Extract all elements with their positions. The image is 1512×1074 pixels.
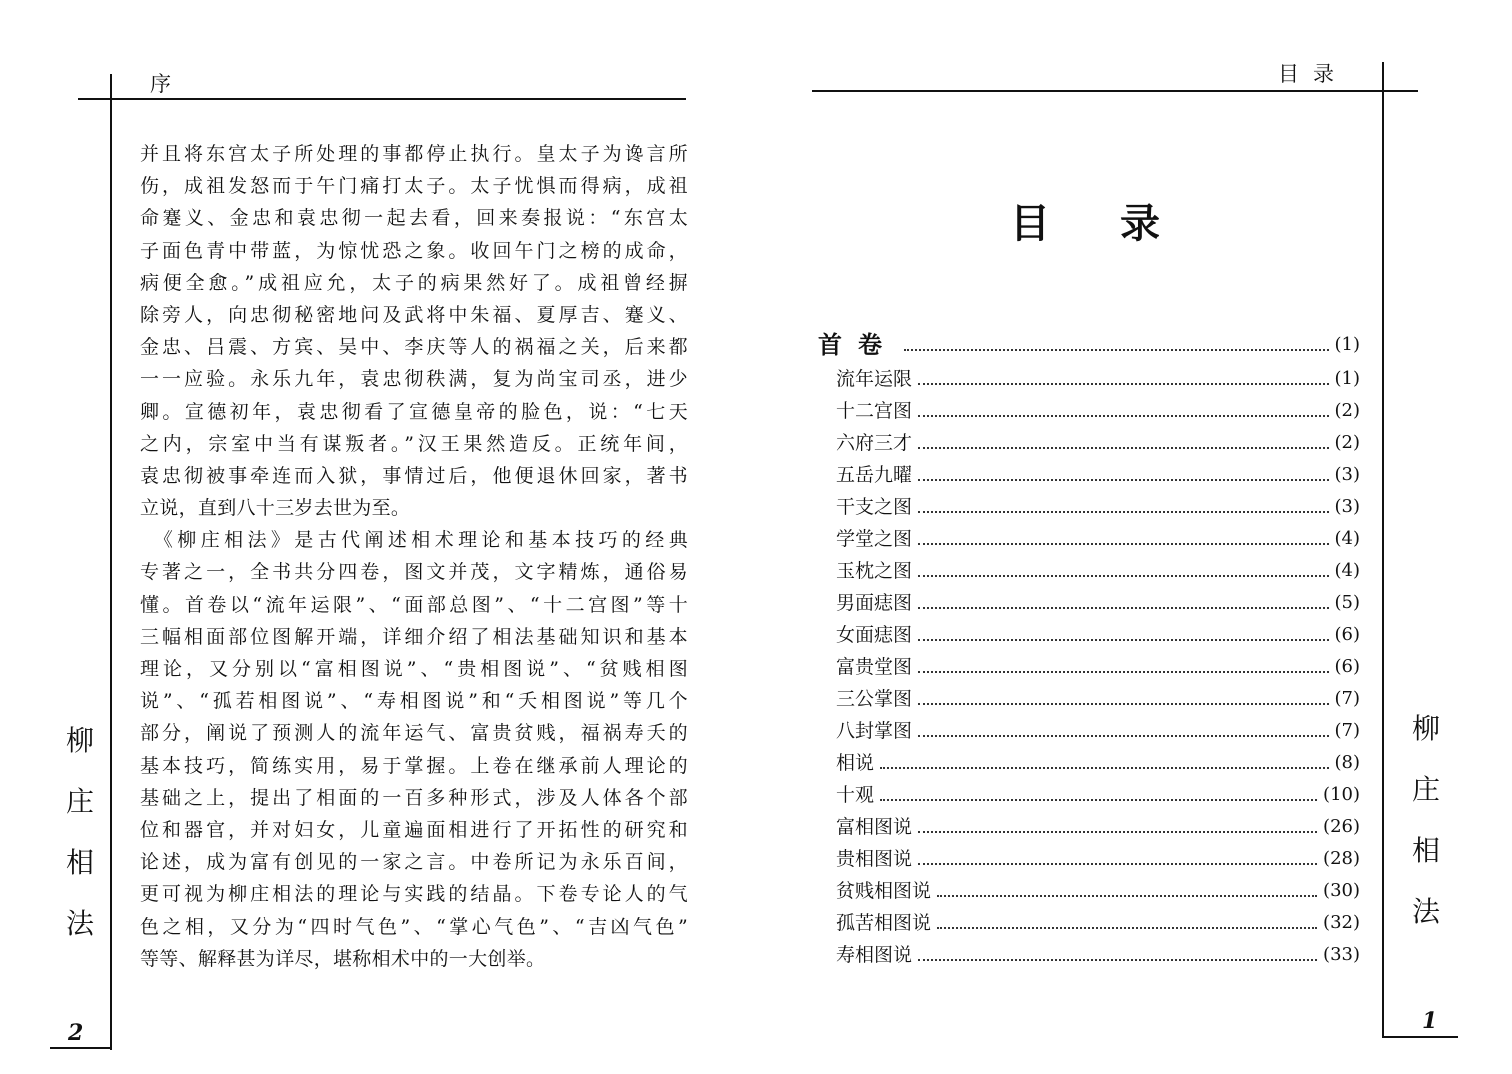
toc-entry-page: (1) xyxy=(1334,334,1360,355)
toc-entry-title: 男面痣图 xyxy=(836,592,913,614)
text-line: 一一应验。永乐九年，袁忠彻秩满，复为尚宝司丞，进少 xyxy=(140,368,688,391)
text-line: 色之相，又分为“四时气色”、“掌心气色”、“吉凶气色” xyxy=(140,915,688,938)
text-line: 袁忠彻被事牵连而入狱，事情过后，他便退休回家，著书 xyxy=(140,464,688,487)
toc-entry-page: (3) xyxy=(1334,496,1360,517)
toc-leader-dots xyxy=(918,671,1328,673)
toc-entry-page: (6) xyxy=(1334,624,1360,645)
text-line: 伤，成祖发怒而于午门痛打太子。太子忧惧而得病，成祖 xyxy=(140,175,688,198)
side-title-char: 柳 xyxy=(1411,712,1440,745)
left-running-header: 序 xyxy=(150,72,171,96)
toc-entry-title: 富相图说 xyxy=(836,816,913,838)
toc-entry-title: 五岳九曜 xyxy=(836,464,913,486)
toc-entry-page: (4) xyxy=(1334,528,1360,549)
toc-entry xyxy=(836,904,1360,936)
toc-entry xyxy=(836,584,1360,616)
toc-entry xyxy=(836,936,1360,968)
toc-leader-dots xyxy=(918,543,1328,545)
left-header-rule xyxy=(78,98,686,100)
toc-entry-page: (3) xyxy=(1334,464,1360,485)
toc-entry xyxy=(836,872,1360,904)
right-side-book-title xyxy=(1406,698,1446,942)
toc-entry-page: (32) xyxy=(1323,912,1360,933)
toc-entry-title: 八封掌图 xyxy=(836,720,913,742)
toc-leader-dots xyxy=(918,575,1328,577)
text-line: 基本技巧，简练实用，易于掌握。上卷在继承前人理论的 xyxy=(140,754,688,777)
toc-entry-page: (2) xyxy=(1334,400,1360,421)
toc-entry xyxy=(836,488,1360,520)
toc-leader-dots xyxy=(918,831,1317,833)
toc-entry-page: (10) xyxy=(1323,784,1360,805)
toc-entry-title: 流年运限 xyxy=(836,368,913,390)
toc-entry xyxy=(836,392,1360,424)
toc-entry-page: (2) xyxy=(1334,432,1360,453)
right-page-number-rule xyxy=(1382,1036,1458,1038)
toc-leader-dots xyxy=(918,607,1328,609)
text-line: 更可视为柳庄相法的理论与实践的结晶。下卷专论人的气 xyxy=(140,883,688,906)
toc-leader-dots xyxy=(880,799,1317,801)
left-page-number: 2 xyxy=(68,1020,84,1046)
toc-entry xyxy=(836,744,1360,776)
side-title-char: 庄 xyxy=(1411,773,1440,806)
text-line: 子面色青中带蓝，为惊忧恐之象。收回午门之榜的成命， xyxy=(140,239,688,262)
toc-entry-title: 孤苦相图说 xyxy=(836,912,932,934)
toc-entry-page: (7) xyxy=(1334,720,1360,741)
right-margin-rule xyxy=(1382,62,1384,1038)
left-margin-rule xyxy=(110,74,112,1050)
toc-leader-dots xyxy=(918,703,1328,705)
text-line: 基础之上，提出了相面的一百多种形式，涉及人体各个部 xyxy=(140,786,688,809)
side-title-char: 柳 xyxy=(65,724,94,757)
toc-entry xyxy=(836,456,1360,488)
toc-entry-title: 学堂之图 xyxy=(836,528,913,550)
toc-leader-dots xyxy=(937,895,1317,897)
text-line: 病便全愈。”成祖应允，太子的病果然好了。成祖曾经摒 xyxy=(140,271,688,294)
preface-text xyxy=(140,138,688,975)
text-line: 金忠、吕震、方宾、吴中、李庆等人的祸福之关，后来都 xyxy=(140,336,688,359)
side-title-char: 相 xyxy=(65,846,94,879)
toc-entry xyxy=(836,616,1360,648)
toc-entry-title: 六府三才 xyxy=(836,432,913,454)
text-line: 立说，直到八十三岁去世为至。 xyxy=(140,497,411,520)
toc-leader-dots xyxy=(918,479,1328,481)
right-header-rule xyxy=(812,90,1418,92)
text-line: 理论，又分别以“富相图说”、“贵相图说”、“贫贱相图 xyxy=(140,658,688,680)
toc-entry xyxy=(836,424,1360,456)
toc-entry-title: 富贵堂图 xyxy=(836,656,913,678)
toc-title: 目录 xyxy=(1010,200,1230,247)
toc-leader-dots xyxy=(918,735,1328,737)
toc-section-heading xyxy=(818,326,1360,358)
toc-entry xyxy=(836,680,1360,712)
toc-entry-page: (1) xyxy=(1334,368,1360,389)
text-line: 《柳庄相法》是古代阐述相术理论和基本技巧的经典 xyxy=(140,529,688,552)
toc-entry-page: (33) xyxy=(1323,944,1360,965)
toc-entry-title: 贫贱相图说 xyxy=(836,880,932,902)
toc-entry-title: 三公掌图 xyxy=(836,688,913,710)
side-title-char: 庄 xyxy=(65,785,94,818)
toc-entry-title: 贵相图说 xyxy=(836,848,913,870)
toc-entry-page: (5) xyxy=(1334,592,1360,613)
toc-entry-page: (26) xyxy=(1323,816,1360,837)
toc-entry-page: (28) xyxy=(1323,848,1360,869)
toc-entry xyxy=(836,552,1360,584)
text-line: 卿。宣德初年，袁忠彻看了宣德皇帝的脸色，说：“七天 xyxy=(140,400,688,423)
table-of-contents xyxy=(818,326,1360,968)
right-page-number: 1 xyxy=(1422,1008,1438,1034)
toc-entry-page: (8) xyxy=(1334,752,1360,773)
toc-leader-dots xyxy=(937,927,1317,929)
toc-leader-dots xyxy=(918,959,1317,961)
left-page-number-rule xyxy=(50,1047,112,1049)
toc-entry-title: 玉枕之图 xyxy=(836,560,913,582)
toc-entry-page: (30) xyxy=(1323,880,1360,901)
text-line: 说”、“孤若相图说”、“寿相图说”和“夭相图说”等几个 xyxy=(140,690,688,713)
toc-leader-dots xyxy=(918,863,1317,865)
toc-entry xyxy=(836,776,1360,808)
text-line: 专著之一，全书共分四卷，图文并茂，文字精炼，通俗易 xyxy=(140,561,688,584)
text-line: 懂。首卷以“流年运限”、“面部总图”、“十二宫图”等十 xyxy=(140,593,688,616)
side-title-char: 相 xyxy=(1411,834,1440,867)
toc-entry xyxy=(836,520,1360,552)
toc-entry-page: (4) xyxy=(1334,560,1360,581)
text-line: 除旁人，向忠彻秘密地问及武将中朱福、夏厚吉、蹇义、 xyxy=(140,303,688,326)
toc-entry xyxy=(836,648,1360,680)
toc-entry-title: 干支之图 xyxy=(836,496,913,518)
toc-entry-title: 相说 xyxy=(836,752,875,774)
toc-entry-title: 女面痣图 xyxy=(836,624,913,646)
text-line: 等等、解释甚为详尽，堪称相术中的一大创举。 xyxy=(140,947,546,970)
toc-entry xyxy=(836,840,1360,872)
toc-entry-title: 寿相图说 xyxy=(836,944,913,966)
toc-leader-dots xyxy=(918,415,1328,417)
left-side-book-title xyxy=(60,710,100,954)
text-line: 论述，成为富有创见的一家之言。中卷所记为永乐百间， xyxy=(140,851,688,874)
toc-entry-title: 十二宫图 xyxy=(836,400,913,422)
toc-entry-title: 首卷 xyxy=(818,330,898,359)
toc-leader-dots xyxy=(918,383,1328,385)
toc-entry-page: (7) xyxy=(1334,688,1360,709)
right-running-header: 目录 xyxy=(1278,62,1348,86)
toc-leader-dots xyxy=(880,767,1328,769)
toc-leader-dots xyxy=(918,511,1328,513)
text-line: 并且将东宫太子所处理的事都停止执行。皇太子为谗言所 xyxy=(140,143,688,165)
text-line: 之内，宗室中当有谋叛者。”汉王果然造反。正统年间， xyxy=(140,432,688,455)
side-title-char: 法 xyxy=(1411,895,1440,928)
toc-entry xyxy=(836,360,1360,392)
toc-leader-dots xyxy=(918,447,1328,449)
toc-leader-dots xyxy=(904,349,1329,351)
toc-entry-page: (6) xyxy=(1334,656,1360,677)
toc-entry xyxy=(836,712,1360,744)
text-line: 命蹇义、金忠和袁忠彻一起去看，回来奏报说：“东宫太 xyxy=(140,207,688,230)
side-title-char: 法 xyxy=(65,907,94,940)
text-line: 三幅相面部位图解开端，详细介绍了相法基础知识和基本 xyxy=(140,625,688,648)
text-line: 位和器官，并对妇女，儿童遍面相进行了开拓性的研究和 xyxy=(140,818,688,841)
toc-entry xyxy=(836,808,1360,840)
toc-entry-title: 十观 xyxy=(836,784,875,806)
text-line: 部分，阐说了预测人的流年运气、富贵贫贱，福祸寿夭的 xyxy=(140,722,688,745)
toc-leader-dots xyxy=(918,639,1328,641)
